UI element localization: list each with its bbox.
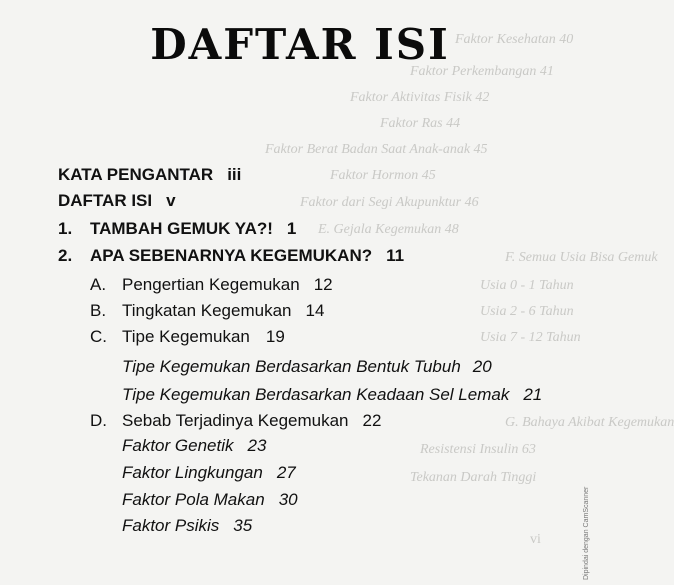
entry-label: Faktor Pola Makan (122, 490, 265, 509)
entry-label: APA SEBENARNYA KEGEMUKAN? (90, 246, 373, 265)
toc-entry (90, 411, 381, 431)
entry-page: 30 (278, 490, 298, 509)
page-number-footer: vi (530, 532, 541, 547)
entry-page: 11 (386, 246, 405, 265)
entry-letter: D. (90, 411, 107, 430)
toc-entry (58, 219, 296, 239)
bleed-line: Faktor Hormon 45 (330, 168, 436, 183)
entry-label: TAMBAH GEMUK YA?! (90, 219, 273, 238)
toc-entry (122, 490, 298, 510)
toc-entry (58, 165, 241, 185)
page-title: DAFTAR ISI (150, 20, 450, 69)
bleed-line: Usia 7 - 12 Tahun (480, 330, 581, 345)
entry-letter: C. (90, 327, 107, 346)
bleed-line: Faktor Perkembangan 41 (410, 64, 554, 79)
entry-page: 1 (286, 219, 297, 238)
entry-label: Tingkatan Kegemukan (122, 301, 292, 320)
scanner-watermark-text: Dipindai dengan CamScanner (583, 486, 590, 580)
toc-entry (90, 327, 285, 347)
entry-page: 23 (247, 436, 267, 455)
entry-label: DAFTAR ISI (58, 191, 153, 210)
entry-number: 1. (58, 219, 73, 238)
bleed-line: Faktor Aktivitas Fisik 42 (350, 90, 490, 105)
entry-label: Faktor Genetik (122, 436, 234, 455)
entry-label: Tipe Kegemukan Berdasarkan Bentuk Tubuh (122, 357, 461, 376)
entry-number: 2. (58, 246, 73, 265)
entry-label: Faktor Psikis (122, 516, 220, 535)
entry-label: Sebab Terjadinya Kegemukan (122, 411, 349, 430)
entry-page: v (166, 191, 176, 210)
entry-label: Faktor Lingkungan (122, 463, 263, 482)
bleed-line: F. Semua Usia Bisa Gemuk (505, 250, 658, 265)
entry-label: KATA PENGANTAR (58, 165, 214, 184)
entry-page: 12 (313, 275, 333, 294)
toc-entry (122, 385, 542, 405)
entry-page: 21 (523, 385, 543, 404)
toc-entry (122, 463, 296, 483)
bleed-line: Tekanan Darah Tinggi (410, 470, 537, 485)
entry-page: 20 (472, 357, 492, 376)
bleed-line: Faktor Kesehatan 40 (455, 32, 574, 47)
bleed-line: Faktor Ras 44 (380, 116, 461, 131)
entry-page: 22 (362, 411, 382, 430)
bleed-line: Usia 0 - 1 Tahun (480, 278, 574, 293)
entry-page: 35 (233, 516, 253, 535)
toc-entry (122, 516, 252, 536)
entry-page: 14 (305, 301, 325, 320)
toc-entry (58, 191, 176, 211)
bleed-line: Resistensi Insulin 63 (420, 442, 536, 457)
toc-entry (122, 357, 492, 377)
entry-letter: A. (90, 275, 107, 294)
toc-entry (122, 436, 266, 456)
bleed-line: E. Gejala Kegemukan 48 (318, 222, 459, 237)
entry-letter: B. (90, 301, 107, 320)
bleed-line: G. Bahaya Akibat Kegemukan (505, 415, 674, 430)
entry-page: 27 (276, 463, 296, 482)
entry-label: Pengertian Kegemukan (122, 275, 300, 294)
toc-entry (58, 246, 404, 266)
entry-label: Tipe Kegemukan Berdasarkan Keadaan Sel Lemak (122, 385, 510, 404)
bleed-line: Usia 2 - 6 Tahun (480, 304, 574, 319)
entry-page: 19 (265, 327, 285, 346)
bleed-line: Faktor Berat Badan Saat Anak-anak 45 (265, 142, 488, 157)
bleed-line: Faktor dari Segi Akupunktur 46 (300, 195, 479, 210)
scanner-watermark (583, 470, 597, 580)
toc-entry (90, 275, 333, 295)
toc-entry (90, 301, 324, 321)
entry-label: Tipe Kegemukan (122, 327, 250, 346)
entry-page: iii (227, 165, 242, 184)
